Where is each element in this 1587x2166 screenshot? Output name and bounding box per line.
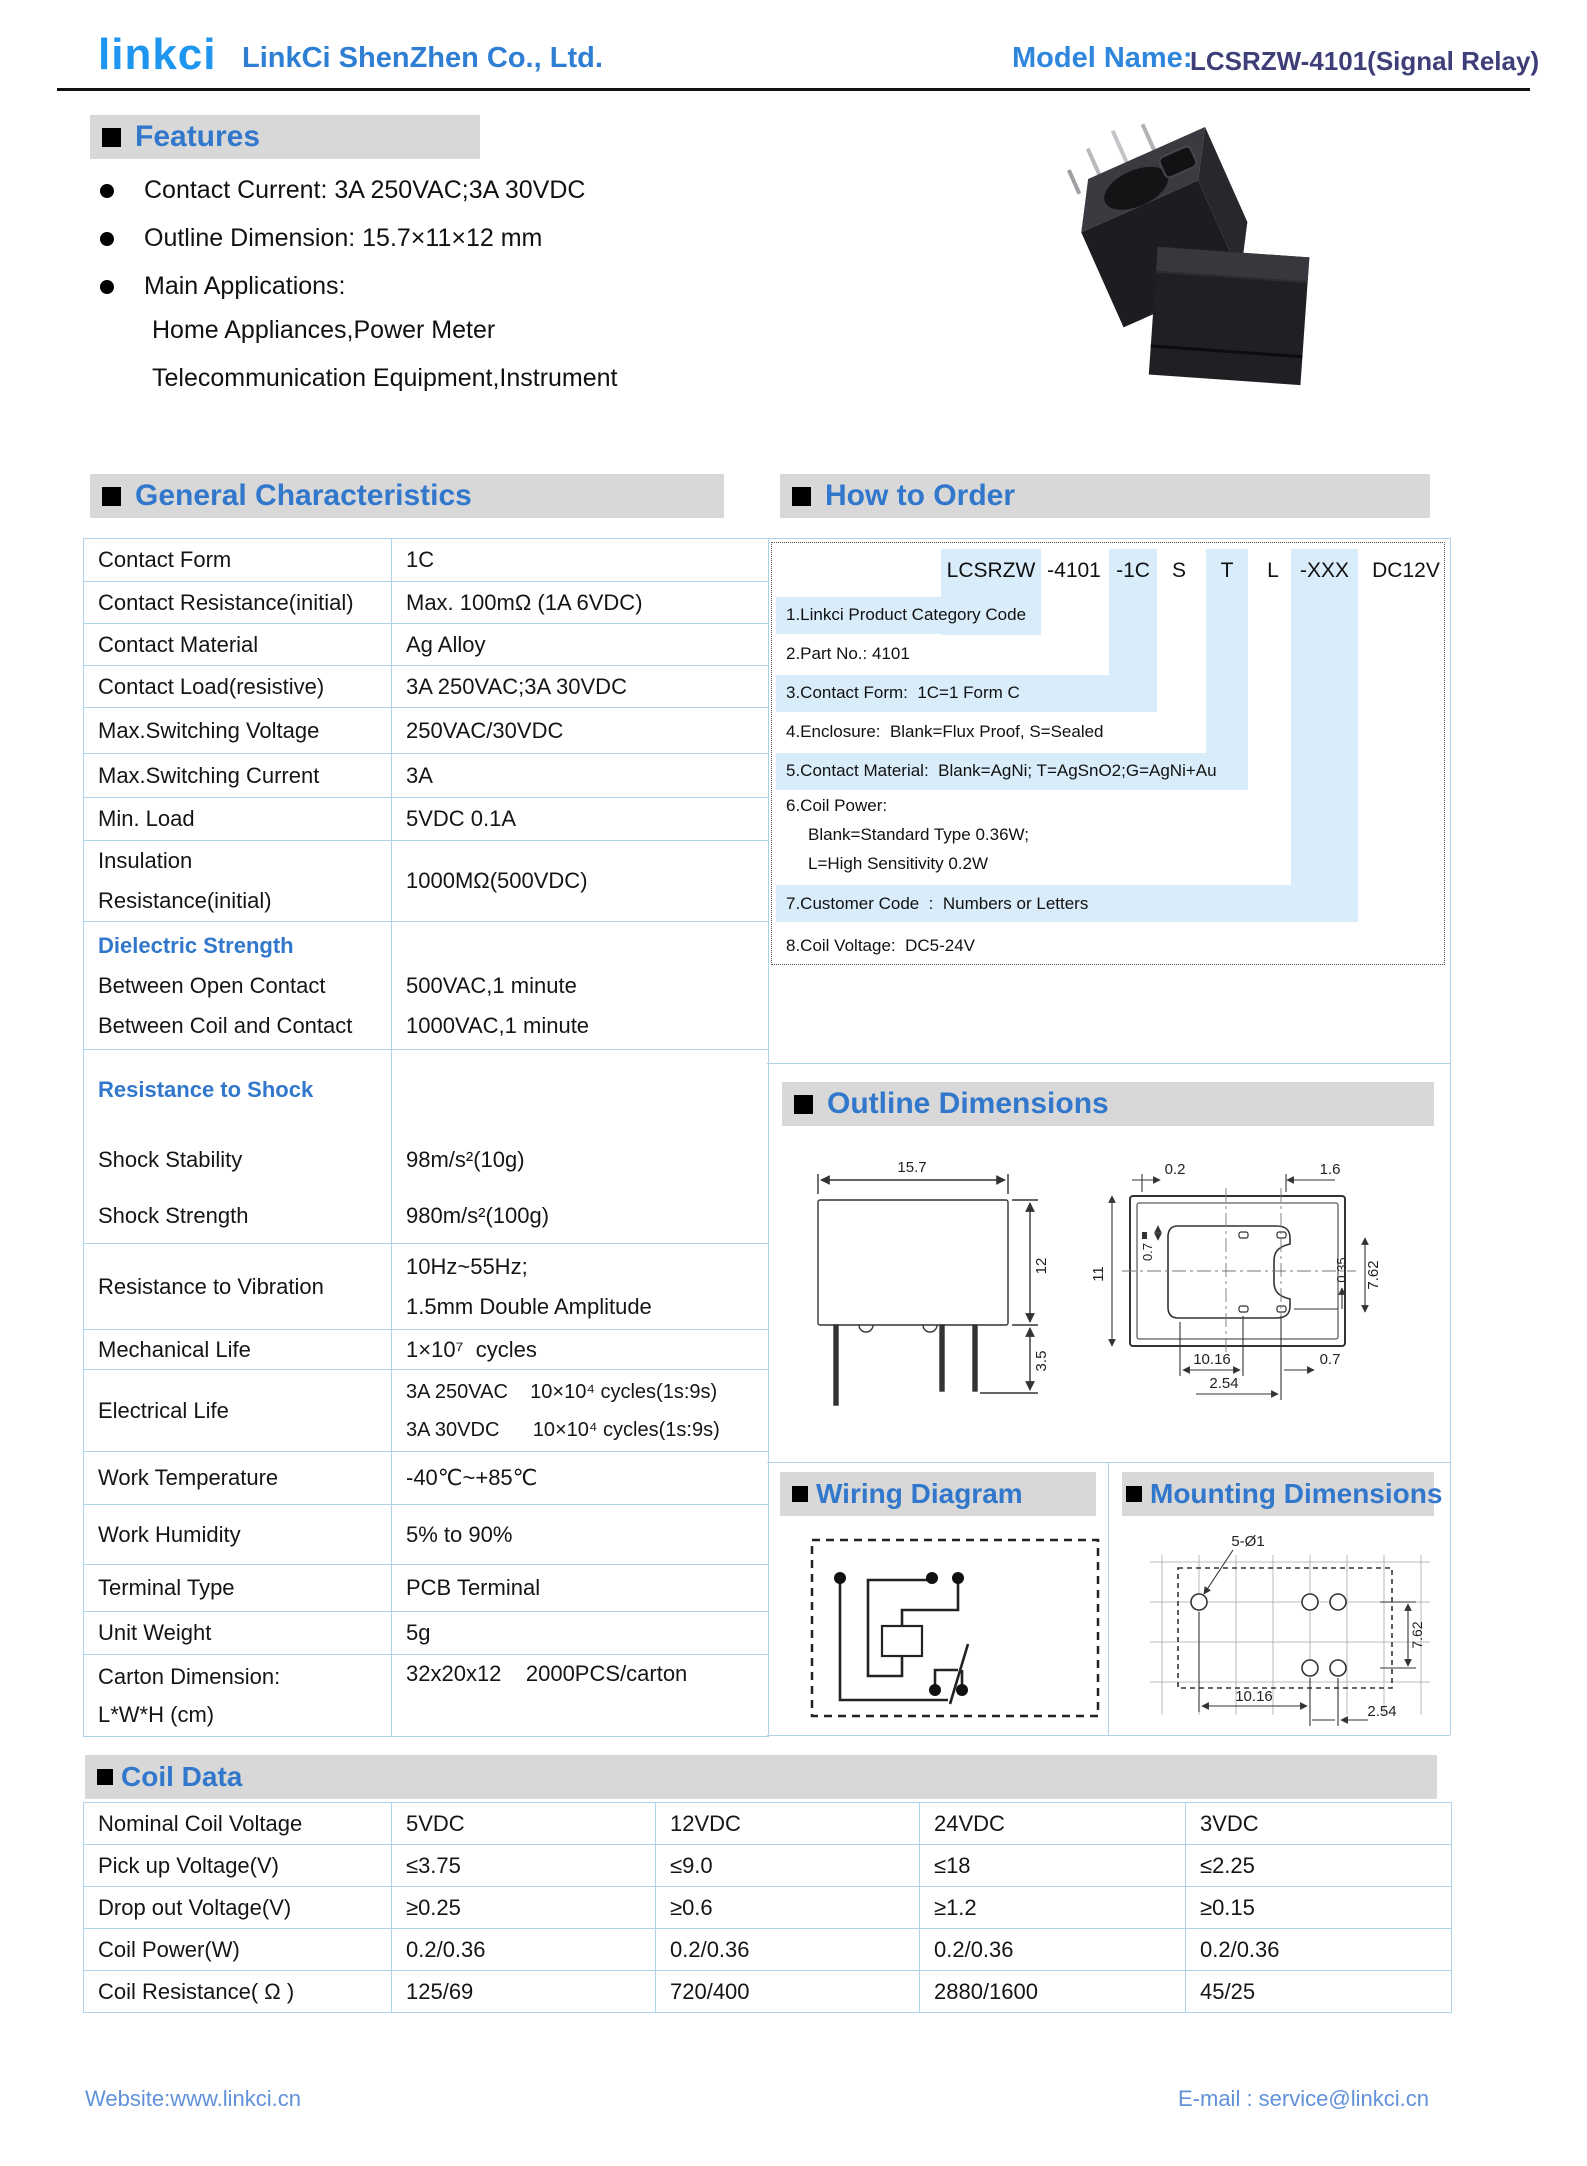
dim-label: 11 (1090, 1266, 1107, 1282)
row-value: 3A (406, 762, 433, 788)
group-heading: Dielectric Strength (98, 932, 294, 958)
cell-value: 125/69 (406, 1978, 474, 2004)
general-characteristics-title: General Characteristics (135, 479, 472, 512)
row-value: 3A 250VAC;3A 30VDC (406, 673, 627, 699)
frame-line (767, 1063, 1450, 1064)
section-marker-icon (102, 487, 121, 506)
how-to-order-banner (780, 474, 1430, 518)
frame-line (767, 1735, 1450, 1736)
mounting-dimensions-banner (1122, 1472, 1443, 1516)
coil-data-table (83, 1802, 1452, 2013)
bullet-icon (100, 280, 114, 294)
company-logo: linkci (98, 30, 217, 79)
cell-value: 45/25 (1200, 1978, 1256, 2004)
cell-value: ≤3.75 (406, 1852, 461, 1878)
table-row (84, 624, 769, 666)
row-value: 98m/s²(10g) (406, 1147, 525, 1172)
dim-label: 0.7 (1140, 1242, 1155, 1262)
table-row-group (84, 1050, 769, 1244)
section-marker-icon (794, 1095, 813, 1114)
cell-value: 12VDC (670, 1810, 741, 1836)
cell-value: 720/400 (670, 1978, 750, 2004)
row-label: Contact Material (98, 631, 259, 657)
cell-value: ≤9.0 (670, 1852, 713, 1878)
mounting-dimensions-title: Mounting Dimensions (1150, 1478, 1443, 1509)
dim-label: 10.16 (1193, 1351, 1231, 1368)
header-divider (57, 88, 1530, 91)
order-item: 8.Coil Voltage: DC5-24V (786, 936, 975, 955)
row-value: Max. 100mΩ (1A 6VDC) (406, 589, 643, 615)
feature-sub-text: Telecommunication Equipment,Instrument (152, 364, 618, 392)
footer-email-link[interactable]: E-mail : service@linkci.cn (1178, 2086, 1429, 2111)
coil-data-banner (85, 1755, 1437, 1799)
table-row (84, 1370, 769, 1452)
row-value: 250VAC/30VDC (406, 717, 564, 743)
dim-label: 3.5 (1033, 1350, 1050, 1372)
section-marker-icon (97, 1769, 113, 1785)
order-item: 2.Part No.: 4101 (786, 644, 910, 663)
order-code-segment: T (1220, 559, 1234, 582)
cell-value: 3VDC (1200, 1810, 1259, 1836)
order-item: 1.Linkci Product Category Code (786, 605, 1027, 624)
row-label: Nominal Coil Voltage (98, 1810, 303, 1836)
table-row (84, 1971, 1452, 2013)
row-label: Max.Switching Voltage (98, 717, 320, 743)
row-label: Work Humidity (98, 1521, 241, 1547)
row-label: Drop out Voltage(V) (98, 1894, 292, 1920)
feature-sub-text: Home Appliances,Power Meter (152, 316, 496, 344)
dim-label: 0.35 (1334, 1257, 1349, 1283)
row-value: PCB Terminal (406, 1575, 541, 1600)
table-row (84, 1505, 769, 1565)
row-value: 1000MΩ(500VDC) (406, 868, 588, 893)
spacer (406, 1056, 768, 1140)
dim-label: 12 (1033, 1257, 1050, 1275)
order-item: 3.Contact Form: 1C=1 Form C (786, 683, 1020, 702)
row-value: 1000VAC,1 minute (406, 1012, 590, 1038)
feature-text: Contact Current: 3A 250VAC;3A 30VDC (144, 176, 586, 204)
row-value: 1.5mm Double Amplitude (406, 1293, 652, 1319)
order-item: 7.Customer Code : Numbers or Letters (786, 894, 1089, 913)
wiring-schematic (800, 1528, 1110, 1728)
table-row-group (84, 922, 769, 1050)
table-row (84, 539, 769, 582)
feature-item (100, 272, 346, 301)
order-item-subline: L=High Sensitivity 0.2W (808, 854, 988, 873)
order-code-segment: LCSRZW (946, 559, 1036, 582)
relay-product-photo (1035, 112, 1325, 402)
row-label: Coil Resistance( Ω ) (98, 1978, 295, 2004)
order-item-subline: Blank=Standard Type 0.36W; (808, 825, 1029, 844)
model-name-label: Model Name: (1012, 42, 1193, 74)
cell-value: 0.2/0.36 (406, 1936, 486, 1962)
order-code-segment: -4101 (1047, 559, 1101, 582)
row-value: 500VAC,1 minute (406, 972, 577, 998)
outline-dimensions-title: Outline Dimensions (827, 1087, 1109, 1120)
section-marker-icon (792, 487, 811, 506)
row-label: Shock Stability (98, 1147, 243, 1172)
row-value: Ag Alloy (406, 631, 486, 657)
row-label: Between Coil and Contact (98, 1012, 353, 1038)
section-marker-icon (1126, 1486, 1142, 1502)
model-name-value: LCSRZW-4101(Signal Relay) (1190, 46, 1540, 76)
order-code-segment: -1C (1116, 559, 1150, 582)
table-row (84, 841, 769, 922)
code-column-highlight (1291, 549, 1358, 922)
hole-count-label: 5-Ø1 (1231, 1533, 1265, 1550)
row-label: Electrical Life (98, 1397, 229, 1423)
dim-label: 1.6 (1319, 1161, 1341, 1178)
table-row (84, 1803, 1452, 1845)
cell-value: ≤18 (934, 1852, 971, 1878)
features-title: Features (135, 120, 261, 153)
table-row (84, 1655, 769, 1737)
how-to-order-diagram (771, 542, 1445, 965)
row-value: 3A 250VAC 10×10⁴ cycles(1s:9s) (406, 1380, 718, 1403)
group-heading: Resistance to Shock (98, 1077, 314, 1102)
table-row (84, 1845, 1452, 1887)
dim-label: 0.2 (1164, 1161, 1186, 1178)
cell-value: ≥0.6 (670, 1894, 713, 1920)
dim-label: 15.7 (897, 1159, 927, 1176)
order-code-segment: L (1267, 559, 1279, 582)
cell-value: ≤2.25 (1200, 1852, 1255, 1878)
table-row (84, 666, 769, 708)
cell-value: 24VDC (934, 1810, 1005, 1836)
row-label: Contact Form (98, 547, 232, 572)
section-marker-icon (102, 128, 121, 147)
section-marker-icon (792, 1486, 808, 1502)
table-row (84, 708, 769, 754)
row-value: -40℃~+85℃ (406, 1465, 538, 1490)
outline-dimensions-banner (782, 1082, 1434, 1126)
header (98, 30, 217, 80)
dim-label: 2.54 (1367, 1703, 1397, 1720)
order-code-segment: -XXX (1299, 559, 1349, 582)
row-label: Min. Load (98, 806, 195, 831)
row-value: 1×10⁷ cycles (406, 1336, 537, 1362)
row-value: 5VDC 0.1A (406, 806, 517, 831)
dim-label: 7.62 (1365, 1260, 1382, 1290)
table-row (84, 582, 769, 624)
features-banner (90, 115, 480, 159)
feature-item (100, 176, 585, 205)
row-label: Pick up Voltage(V) (98, 1852, 279, 1878)
mounting-drawing (1120, 1520, 1450, 1732)
outline-drawing (790, 1148, 1440, 1443)
row-label: Mechanical Life (98, 1336, 251, 1362)
feature-text: Main Applications: (144, 272, 346, 300)
order-item: 5.Contact Material: Blank=AgNi; T=AgSnO2;G=AgNi+Au (786, 761, 1217, 780)
row-value: 10Hz~55Hz; (406, 1253, 528, 1279)
row-label: Shock Strength (98, 1203, 249, 1228)
row-label: Carton Dimension: (98, 1663, 281, 1689)
table-row (84, 1330, 769, 1370)
cell-value: 0.2/0.36 (1200, 1936, 1280, 1962)
row-value: 980m/s²(100g) (406, 1203, 550, 1228)
order-item: 4.Enclosure: Blank=Flux Proof, S=Sealed (786, 722, 1104, 741)
wiring-diagram-banner (780, 1472, 1096, 1516)
row-label-line2: L*W*H (cm) (98, 1701, 215, 1727)
table-row (84, 798, 769, 841)
general-characteristics-banner (90, 474, 724, 518)
feature-text: Outline Dimension: 15.7×11×12 mm (144, 224, 543, 252)
order-code-segment: S (1171, 559, 1186, 582)
row-label: Work Temperature (98, 1465, 279, 1490)
table-row (84, 1452, 769, 1505)
row-value: 3A 30VDC 10×10⁴ cycles(1s:9s) (406, 1418, 720, 1441)
bullet-icon (100, 184, 114, 198)
row-label: Between Open Contact (98, 972, 326, 998)
row-label: Contact Load(resistive) (98, 673, 325, 699)
general-characteristics-table (83, 538, 769, 1737)
row-value: 5% to 90% (406, 1521, 513, 1547)
cell-value: 0.2/0.36 (670, 1936, 750, 1962)
dim-label: 10.16 (1235, 1688, 1273, 1705)
row-label: Unit Weight (98, 1620, 212, 1645)
cell-value: 0.2/0.36 (934, 1936, 1014, 1962)
dim-label: 0.7 (1319, 1351, 1341, 1368)
frame-line (1450, 538, 1451, 1735)
table-row (84, 1244, 769, 1330)
row-label: Terminal Type (98, 1575, 235, 1600)
bullet-icon (100, 232, 114, 246)
footer-website-link[interactable]: Website:www.linkci.cn (85, 2086, 301, 2111)
row-label: Max.Switching Current (98, 762, 320, 788)
frame-line (767, 538, 1450, 539)
row-label: Contact Resistance(initial) (98, 589, 354, 615)
dim-label: 2.54 (1209, 1375, 1239, 1392)
row-label: Coil Power(W) (98, 1936, 240, 1962)
wiring-diagram-title: Wiring Diagram (816, 1478, 1023, 1509)
order-code-segment: DC12V (1372, 559, 1440, 582)
order-item: 6.Coil Power: (786, 796, 888, 815)
cell-value: 5VDC (406, 1810, 465, 1836)
cell-value: ≥0.15 (1200, 1894, 1255, 1920)
cell-value: ≥0.25 (406, 1894, 461, 1920)
table-row (84, 754, 769, 798)
row-value: 1C (406, 547, 435, 572)
dim-label: 7.62 (1409, 1621, 1425, 1649)
row-label-line2: Resistance(initial) (98, 888, 272, 913)
how-to-order-title: How to Order (825, 479, 1016, 512)
row-value: 5g (406, 1620, 431, 1645)
row-label: Insulation (98, 848, 193, 873)
coil-data-title: Coil Data (121, 1761, 243, 1792)
cell-value: ≥1.2 (934, 1894, 977, 1920)
spacer (406, 926, 768, 966)
table-row (84, 1565, 769, 1612)
table-row (84, 1612, 769, 1655)
cell-value: 2880/1600 (934, 1978, 1038, 2004)
table-row (84, 1929, 1452, 1971)
feature-item (100, 224, 542, 253)
table-row (84, 1887, 1452, 1929)
company-name: LinkCi ShenZhen Co., Ltd. (242, 42, 603, 74)
row-value: 32x20x12 2000PCS/carton (406, 1661, 688, 1686)
row-label: Resistance to Vibration (98, 1273, 324, 1299)
relay-cube-upright (1149, 247, 1310, 385)
